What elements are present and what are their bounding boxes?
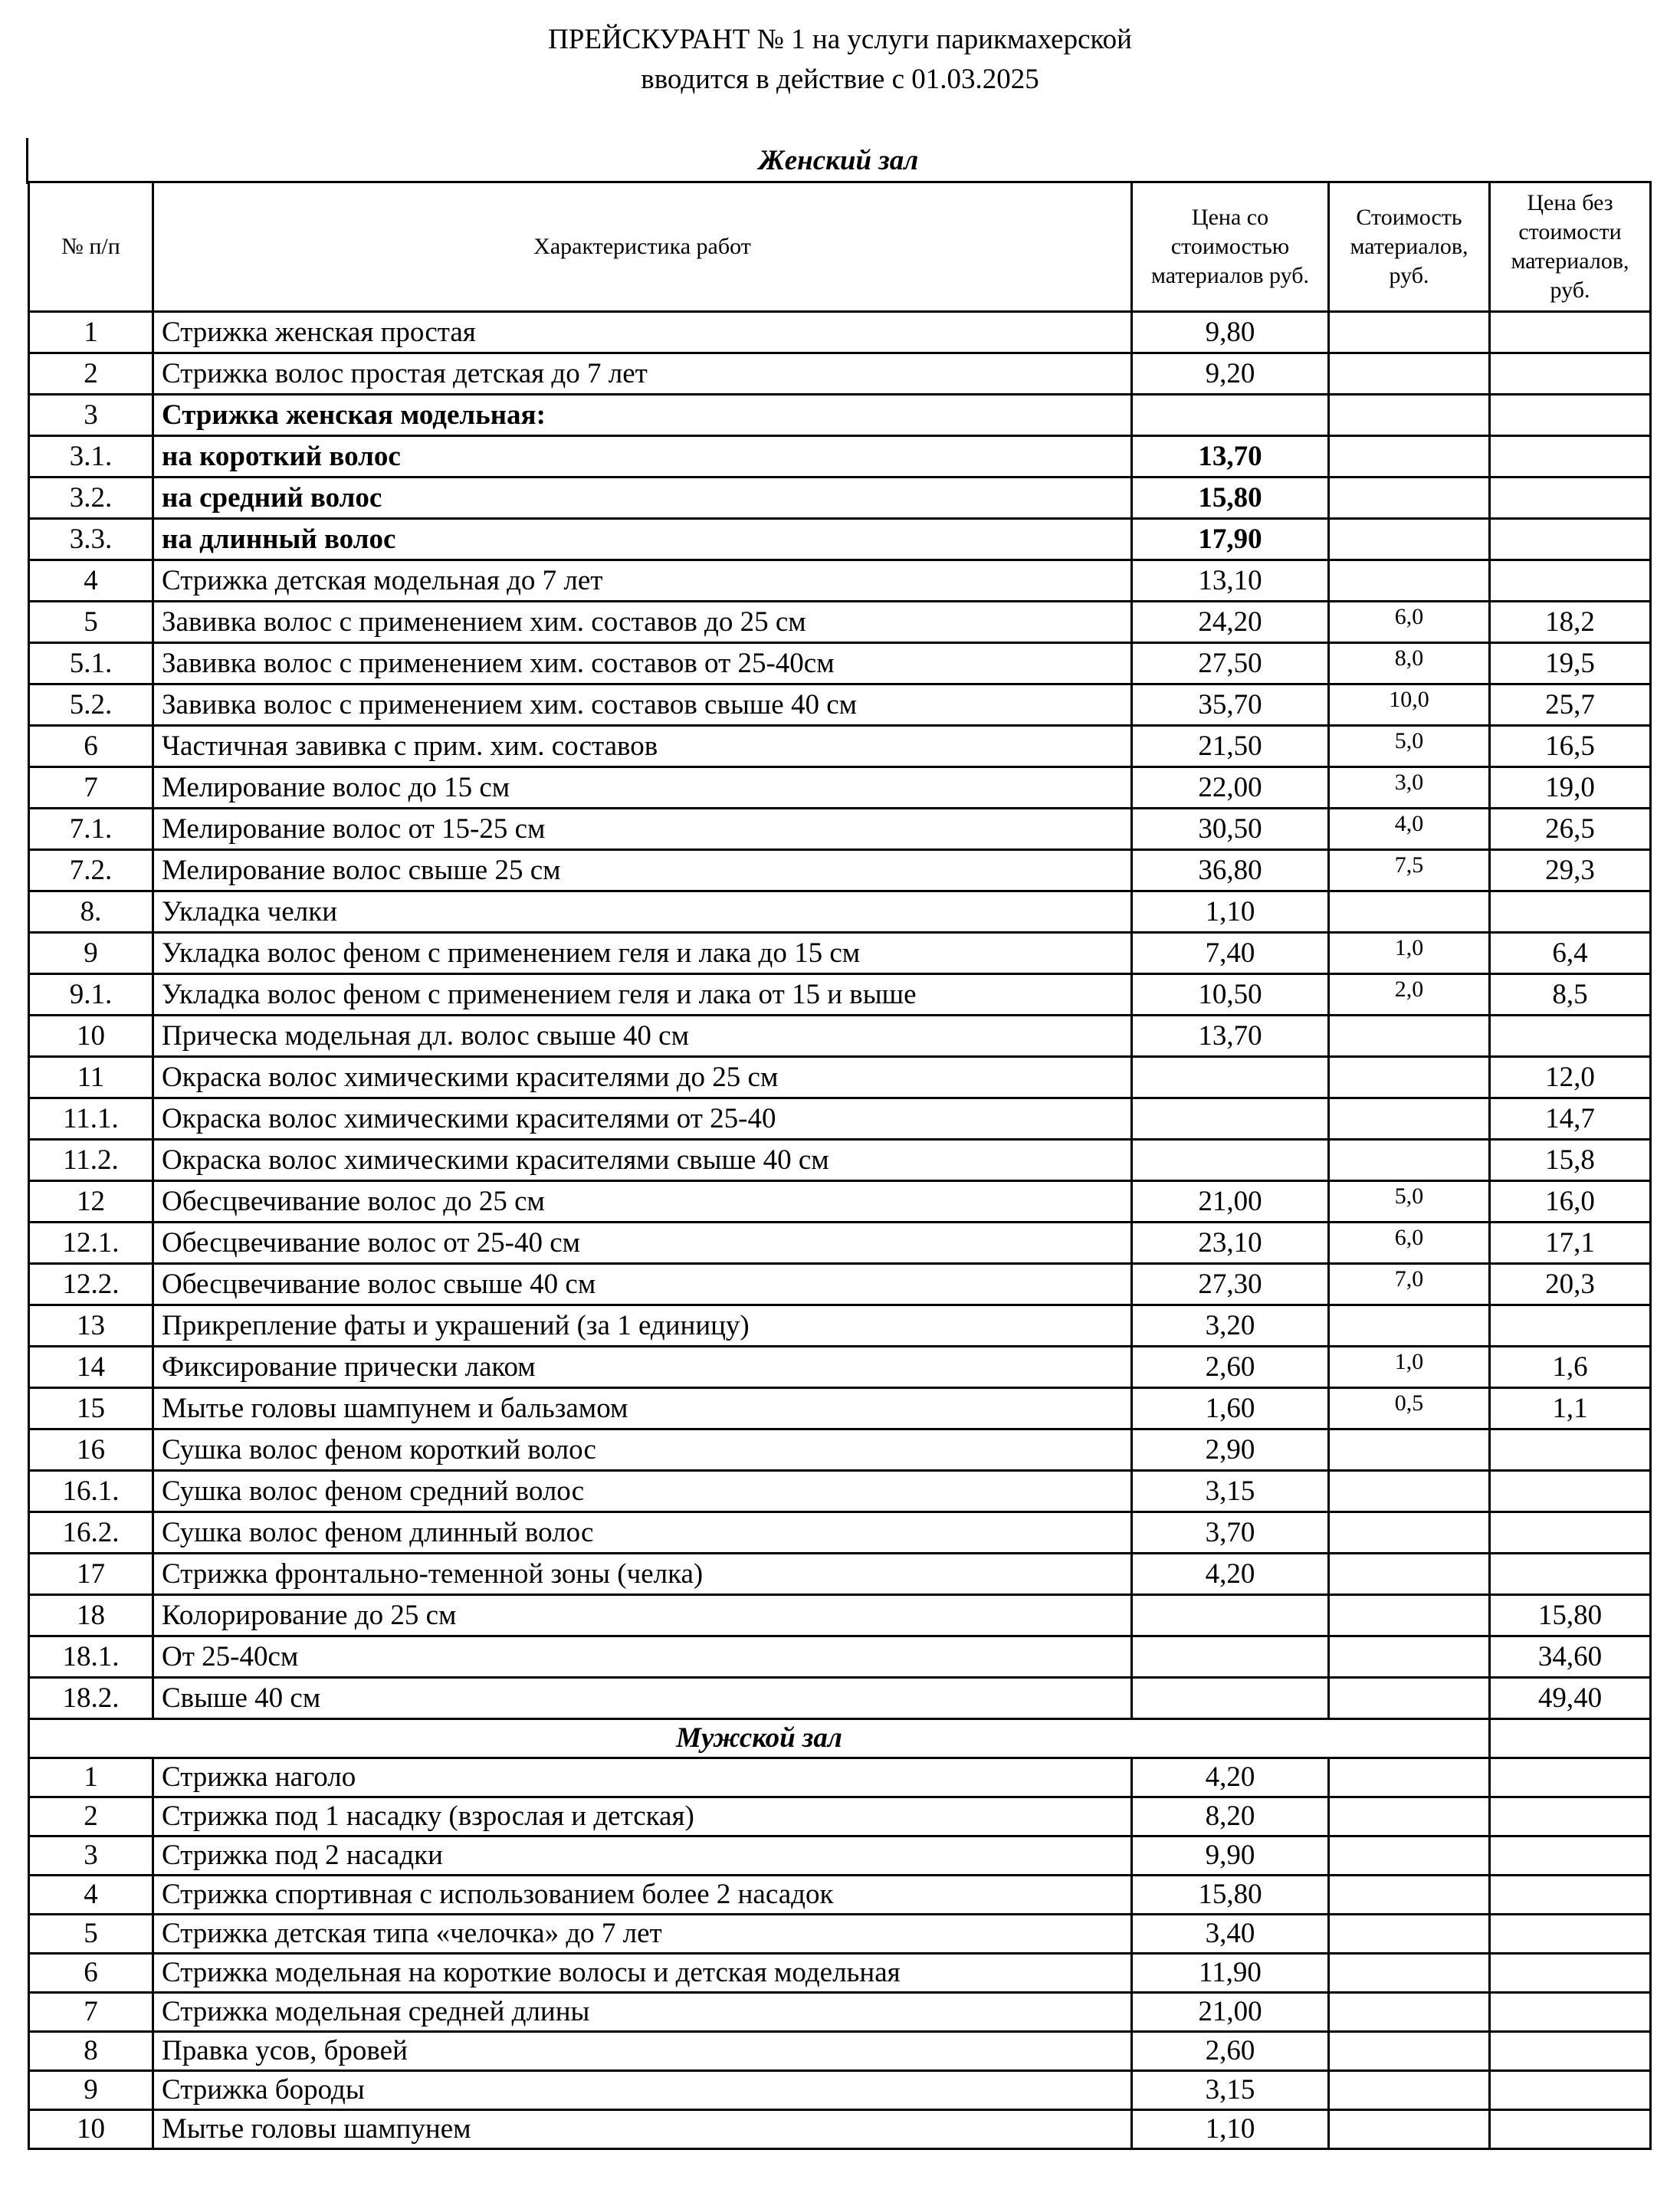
price-with-materials <box>1132 1057 1329 1098</box>
table-row <box>29 1223 1651 1264</box>
price-without-materials: 15,8 <box>1490 1140 1651 1181</box>
table-row <box>29 726 1651 767</box>
price-with-materials <box>1132 1678 1329 1719</box>
price-with-materials: 23,10 <box>1132 1223 1329 1264</box>
price-without-materials: 1,6 <box>1490 1347 1651 1388</box>
materials-cost <box>1329 478 1490 519</box>
row-number: 16.1. <box>29 1471 153 1512</box>
price-without-materials: 25,7 <box>1490 684 1651 726</box>
table-row <box>29 602 1651 643</box>
materials-cost <box>1329 1836 1490 1876</box>
table-row <box>29 1429 1651 1471</box>
materials-cost <box>1329 1305 1490 1347</box>
price-with-materials: 8,20 <box>1132 1797 1329 1836</box>
price-without-materials: 26,5 <box>1490 809 1651 850</box>
materials-cost <box>1329 2032 1490 2071</box>
materials-cost <box>1329 1595 1490 1636</box>
table-row <box>29 1678 1651 1719</box>
table-row <box>29 684 1651 726</box>
table-row <box>29 1016 1651 1057</box>
service-description: Стрижка фронтально-теменной зоны (челка) <box>153 1554 1132 1595</box>
price-with-materials: 15,80 <box>1132 478 1329 519</box>
price-with-materials: 22,00 <box>1132 767 1329 809</box>
price-with-materials: 3,15 <box>1132 1471 1329 1512</box>
table-row <box>29 1264 1651 1305</box>
price-with-materials: 1,10 <box>1132 2110 1329 2149</box>
price-without-materials <box>1490 2071 1651 2110</box>
price-without-materials <box>1490 891 1651 933</box>
row-number: 9 <box>29 2071 153 2110</box>
table-row <box>29 2071 1651 2110</box>
materials-cost <box>1329 1678 1490 1719</box>
table-row <box>29 1876 1651 1915</box>
table-row <box>29 312 1651 353</box>
price-without-materials <box>1490 1429 1651 1471</box>
price-without-materials <box>1490 312 1651 353</box>
row-number: 16.2. <box>29 1512 153 1554</box>
price-without-materials: 49,40 <box>1490 1678 1651 1719</box>
service-description: Мытье головы шампунем <box>153 2110 1132 2149</box>
price-with-materials: 4,20 <box>1132 1554 1329 1595</box>
price-without-materials <box>1490 2032 1651 2071</box>
table-row <box>29 1554 1651 1595</box>
service-description: Укладка челки <box>153 891 1132 933</box>
price-with-materials: 9,90 <box>1132 1836 1329 1876</box>
service-description: Стрижка под 1 насадку (взрослая и детская) <box>153 1797 1132 1836</box>
price-with-materials: 2,60 <box>1132 2032 1329 2071</box>
row-number: 18.2. <box>29 1678 153 1719</box>
table-row <box>29 395 1651 436</box>
price-without-materials <box>1490 1554 1651 1595</box>
table-row <box>29 560 1651 602</box>
materials-cost: 3,0 <box>1329 767 1490 809</box>
row-number: 3.2. <box>29 478 153 519</box>
service-description: Стрижка волос простая детская до 7 лет <box>153 353 1132 395</box>
row-number: 14 <box>29 1347 153 1388</box>
table-row <box>29 1388 1651 1429</box>
materials-cost <box>1329 1016 1490 1057</box>
row-number: 12 <box>29 1181 153 1223</box>
table-row <box>29 1954 1651 1993</box>
materials-cost: 1,0 <box>1329 933 1490 974</box>
row-number: 10 <box>29 2110 153 2149</box>
service-description: Обесцвечивание волос до 25 см <box>153 1181 1132 1223</box>
price-without-materials: 15,80 <box>1490 1595 1651 1636</box>
materials-cost <box>1329 1915 1490 1954</box>
price-with-materials: 9,20 <box>1132 353 1329 395</box>
header-price-without-materials: Цена без стоимости материалов, руб. <box>1490 182 1651 312</box>
price-without-materials <box>1490 436 1651 478</box>
price-with-materials: 10,50 <box>1132 974 1329 1016</box>
materials-cost <box>1329 560 1490 602</box>
materials-cost <box>1329 1993 1490 2032</box>
price-with-materials: 13,70 <box>1132 436 1329 478</box>
table-row <box>29 1993 1651 2032</box>
price-without-materials <box>1490 2110 1651 2149</box>
row-number: 11.1. <box>29 1098 153 1140</box>
materials-cost <box>1329 2110 1490 2149</box>
service-description: Стрижка наголо <box>153 1758 1132 1797</box>
table-row <box>29 353 1651 395</box>
service-description: Окраска волос химическими красителями до 25 см <box>153 1057 1132 1098</box>
row-number: 18.1. <box>29 1636 153 1678</box>
materials-cost <box>1329 1057 1490 1098</box>
price-with-materials: 21,00 <box>1132 1993 1329 2032</box>
price-without-materials <box>1490 1915 1651 1954</box>
price-without-materials: 12,0 <box>1490 1057 1651 1098</box>
price-without-materials: 16,5 <box>1490 726 1651 767</box>
row-number: 7 <box>29 1993 153 2032</box>
section-row-men <box>29 1719 1651 1758</box>
price-without-materials: 20,3 <box>1490 1264 1651 1305</box>
table-row <box>29 1636 1651 1678</box>
table-row <box>29 767 1651 809</box>
empty-cell <box>1490 1719 1651 1758</box>
service-description: на длинный волос <box>153 519 1132 560</box>
materials-cost: 8,0 <box>1329 643 1490 684</box>
table-row <box>29 850 1651 891</box>
price-with-materials: 3,70 <box>1132 1512 1329 1554</box>
materials-cost <box>1329 395 1490 436</box>
service-description: Стрижка модельная на короткие волосы и детская модельная <box>153 1954 1132 1993</box>
materials-cost <box>1329 1429 1490 1471</box>
table-row <box>29 1098 1651 1140</box>
price-with-materials: 1,10 <box>1132 891 1329 933</box>
row-number: 2 <box>29 1797 153 1836</box>
row-number: 8 <box>29 2032 153 2071</box>
table-row <box>29 436 1651 478</box>
materials-cost: 6,0 <box>1329 1223 1490 1264</box>
table-row <box>29 1140 1651 1181</box>
price-with-materials <box>1132 1140 1329 1181</box>
service-description: Сушка волос феном длинный волос <box>153 1512 1132 1554</box>
price-with-materials: 27,30 <box>1132 1264 1329 1305</box>
materials-cost <box>1329 1876 1490 1915</box>
service-description: Мелирование волос от 15-25 см <box>153 809 1132 850</box>
price-without-materials <box>1490 1876 1651 1915</box>
table-row <box>29 1471 1651 1512</box>
row-number: 11 <box>29 1057 153 1098</box>
price-with-materials <box>1132 395 1329 436</box>
row-number: 7 <box>29 767 153 809</box>
service-description: Завивка волос с применением хим. составов до 25 см <box>153 602 1132 643</box>
service-description: Обесцвечивание волос свыше 40 см <box>153 1264 1132 1305</box>
price-with-materials: 21,50 <box>1132 726 1329 767</box>
materials-cost <box>1329 1140 1490 1181</box>
table-row <box>29 1915 1651 1954</box>
row-number: 8. <box>29 891 153 933</box>
price-without-materials <box>1490 1836 1651 1876</box>
service-description: Стрижка женская простая <box>153 312 1132 353</box>
service-description: на короткий волос <box>153 436 1132 478</box>
section-title-women: Женский зал <box>758 145 919 176</box>
header-description: Характеристика работ <box>153 182 1132 312</box>
service-description: Мытье головы шампунем и бальзамом <box>153 1388 1132 1429</box>
row-number: 5.2. <box>29 684 153 726</box>
materials-cost <box>1329 1554 1490 1595</box>
service-description: Стрижка бороды <box>153 2071 1132 2110</box>
service-description: Частичная завивка с прим. хим. составов <box>153 726 1132 767</box>
table-row <box>29 891 1651 933</box>
service-description: Сушка волос феном средний волос <box>153 1471 1132 1512</box>
service-description: Обесцвечивание волос от 25-40 см <box>153 1223 1132 1264</box>
row-number: 3 <box>29 1836 153 1876</box>
row-number: 6 <box>29 726 153 767</box>
row-number: 10 <box>29 1016 153 1057</box>
price-with-materials: 27,50 <box>1132 643 1329 684</box>
price-with-materials: 9,80 <box>1132 312 1329 353</box>
table-row <box>29 2032 1651 2071</box>
price-without-materials <box>1490 560 1651 602</box>
service-description: Окраска волос химическими красителями свыше 40 см <box>153 1140 1132 1181</box>
table-row <box>29 2110 1651 2149</box>
table-row <box>29 519 1651 560</box>
service-description: Завивка волос с применением хим. составов свыше 40 см <box>153 684 1132 726</box>
materials-cost <box>1329 1758 1490 1797</box>
materials-cost <box>1329 891 1490 933</box>
price-without-materials <box>1490 395 1651 436</box>
service-description: Сушка волос феном короткий волос <box>153 1429 1132 1471</box>
price-without-materials: 16,0 <box>1490 1181 1651 1223</box>
header-materials-cost: Стоимость материалов, руб. <box>1329 182 1490 312</box>
price-list-table <box>28 181 1652 2150</box>
price-without-materials <box>1490 1797 1651 1836</box>
materials-cost: 5,0 <box>1329 726 1490 767</box>
row-number: 9.1. <box>29 974 153 1016</box>
materials-cost: 7,0 <box>1329 1264 1490 1305</box>
service-description: Стрижка под 2 насадки <box>153 1836 1132 1876</box>
materials-cost <box>1329 1954 1490 1993</box>
price-without-materials: 34,60 <box>1490 1636 1651 1678</box>
row-number: 5 <box>29 602 153 643</box>
service-description: Укладка волос феном с применением геля и лака от 15 и выше <box>153 974 1132 1016</box>
table-row <box>29 933 1651 974</box>
row-number: 9 <box>29 933 153 974</box>
row-number: 12.2. <box>29 1264 153 1305</box>
materials-cost: 1,0 <box>1329 1347 1490 1388</box>
materials-cost: 2,0 <box>1329 974 1490 1016</box>
price-with-materials: 15,80 <box>1132 1876 1329 1915</box>
price-with-materials <box>1132 1595 1329 1636</box>
row-number: 16 <box>29 1429 153 1471</box>
price-without-materials <box>1490 1758 1651 1797</box>
service-description: Окраска волос химическими красителями от 25-40 <box>153 1098 1132 1140</box>
row-number: 4 <box>29 1876 153 1915</box>
service-description: Стрижка спортивная с использованием более 2 насадок <box>153 1876 1132 1915</box>
service-description: Стрижка детская типа «челочка» до 7 лет <box>153 1915 1132 1954</box>
price-without-materials <box>1490 1016 1651 1057</box>
price-with-materials: 17,90 <box>1132 519 1329 560</box>
row-number: 3.3. <box>29 519 153 560</box>
section-title-men: Мужской зал <box>29 1719 1490 1758</box>
materials-cost: 6,0 <box>1329 602 1490 643</box>
price-with-materials: 24,20 <box>1132 602 1329 643</box>
table-row <box>29 1512 1651 1554</box>
row-number: 5 <box>29 1915 153 1954</box>
header-price-with-materials: Цена со стоимостью материалов руб. <box>1132 182 1329 312</box>
row-number: 15 <box>29 1388 153 1429</box>
materials-cost <box>1329 1471 1490 1512</box>
price-with-materials: 13,10 <box>1132 560 1329 602</box>
table-row <box>29 1305 1651 1347</box>
row-number: 7.1. <box>29 809 153 850</box>
row-number: 2 <box>29 353 153 395</box>
price-without-materials: 17,1 <box>1490 1223 1651 1264</box>
price-without-materials <box>1490 1471 1651 1512</box>
service-description: Свыше 40 см <box>153 1678 1132 1719</box>
row-number: 5.1. <box>29 643 153 684</box>
table-row <box>29 1181 1651 1223</box>
price-without-materials: 1,1 <box>1490 1388 1651 1429</box>
table-row <box>29 1347 1651 1388</box>
materials-cost <box>1329 312 1490 353</box>
row-number: 18 <box>29 1595 153 1636</box>
price-with-materials: 2,90 <box>1132 1429 1329 1471</box>
price-with-materials <box>1132 1098 1329 1140</box>
price-with-materials: 4,20 <box>1132 1758 1329 1797</box>
row-number: 12.1. <box>29 1223 153 1264</box>
materials-cost <box>1329 1098 1490 1140</box>
price-with-materials: 30,50 <box>1132 809 1329 850</box>
materials-cost: 5,0 <box>1329 1181 1490 1223</box>
price-without-materials: 18,2 <box>1490 602 1651 643</box>
price-with-materials: 3,40 <box>1132 1915 1329 1954</box>
price-with-materials: 1,60 <box>1132 1388 1329 1429</box>
price-with-materials: 7,40 <box>1132 933 1329 974</box>
materials-cost <box>1329 353 1490 395</box>
price-without-materials: 29,3 <box>1490 850 1651 891</box>
row-number: 6 <box>29 1954 153 1993</box>
price-without-materials <box>1490 353 1651 395</box>
row-number: 11.2. <box>29 1140 153 1181</box>
service-description: Прикрепление фаты и украшений (за 1 единицу) <box>153 1305 1132 1347</box>
materials-cost: 10,0 <box>1329 684 1490 726</box>
materials-cost: 0,5 <box>1329 1388 1490 1429</box>
materials-cost <box>1329 2071 1490 2110</box>
service-description: Мелирование волос свыше 25 см <box>153 850 1132 891</box>
price-without-materials: 19,0 <box>1490 767 1651 809</box>
materials-cost: 7,5 <box>1329 850 1490 891</box>
price-with-materials: 35,70 <box>1132 684 1329 726</box>
price-without-materials <box>1490 1305 1651 1347</box>
materials-cost: 4,0 <box>1329 809 1490 850</box>
service-description: Стрижка модельная средней длины <box>153 1993 1132 2032</box>
price-without-materials <box>1490 478 1651 519</box>
price-without-materials <box>1490 1954 1651 1993</box>
header-num: № п/п <box>29 182 153 312</box>
table-row <box>29 974 1651 1016</box>
table-row <box>29 1836 1651 1876</box>
table-row <box>29 1758 1651 1797</box>
service-description: Прическа модельная дл. волос свыше 40 см <box>153 1016 1132 1057</box>
materials-cost <box>1329 1512 1490 1554</box>
materials-cost <box>1329 1636 1490 1678</box>
service-description: От 25-40см <box>153 1636 1132 1678</box>
materials-cost <box>1329 1797 1490 1836</box>
document-title: ПРЕЙСКУРАНТ № 1 на услуги парикмахерской <box>548 24 1132 55</box>
service-description: Укладка волос феном с применением геля и лака до 15 см <box>153 933 1132 974</box>
service-description: Завивка волос с применением хим. составов от 25-40см <box>153 643 1132 684</box>
table-row <box>29 478 1651 519</box>
row-number: 7.2. <box>29 850 153 891</box>
price-with-materials: 13,70 <box>1132 1016 1329 1057</box>
price-without-materials: 19,5 <box>1490 643 1651 684</box>
row-number: 4 <box>29 560 153 602</box>
price-without-materials <box>1490 1993 1651 2032</box>
price-without-materials: 6,4 <box>1490 933 1651 974</box>
table-row <box>29 1797 1651 1836</box>
table-row <box>29 1595 1651 1636</box>
row-number: 1 <box>29 312 153 353</box>
row-number: 17 <box>29 1554 153 1595</box>
price-with-materials <box>1132 1636 1329 1678</box>
price-without-materials: 8,5 <box>1490 974 1651 1016</box>
price-with-materials: 36,80 <box>1132 850 1329 891</box>
table-row <box>29 1057 1651 1098</box>
service-description: Фиксирование прически лаком <box>153 1347 1132 1388</box>
service-description: Стрижка детская модельная до 7 лет <box>153 560 1132 602</box>
row-number: 3 <box>29 395 153 436</box>
table-row <box>29 809 1651 850</box>
row-number: 3.1. <box>29 436 153 478</box>
price-with-materials: 21,00 <box>1132 1181 1329 1223</box>
row-number: 1 <box>29 1758 153 1797</box>
document-subtitle: вводится в действие с 01.03.2025 <box>641 64 1039 95</box>
table-row <box>29 643 1651 684</box>
price-without-materials: 14,7 <box>1490 1098 1651 1140</box>
price-with-materials: 3,20 <box>1132 1305 1329 1347</box>
price-with-materials: 3,15 <box>1132 2071 1329 2110</box>
price-with-materials: 2,60 <box>1132 1347 1329 1388</box>
price-without-materials <box>1490 1512 1651 1554</box>
service-description: на средний волос <box>153 478 1132 519</box>
service-description: Правка усов, бровей <box>153 2032 1132 2071</box>
price-without-materials <box>1490 519 1651 560</box>
materials-cost <box>1329 519 1490 560</box>
price-with-materials: 11,90 <box>1132 1954 1329 1993</box>
service-description: Колорирование до 25 см <box>153 1595 1132 1636</box>
materials-cost <box>1329 436 1490 478</box>
table-header-row <box>29 182 1651 312</box>
row-number: 13 <box>29 1305 153 1347</box>
service-description: Мелирование волос до 15 см <box>153 767 1132 809</box>
service-description: Стрижка женская модельная: <box>153 395 1132 436</box>
